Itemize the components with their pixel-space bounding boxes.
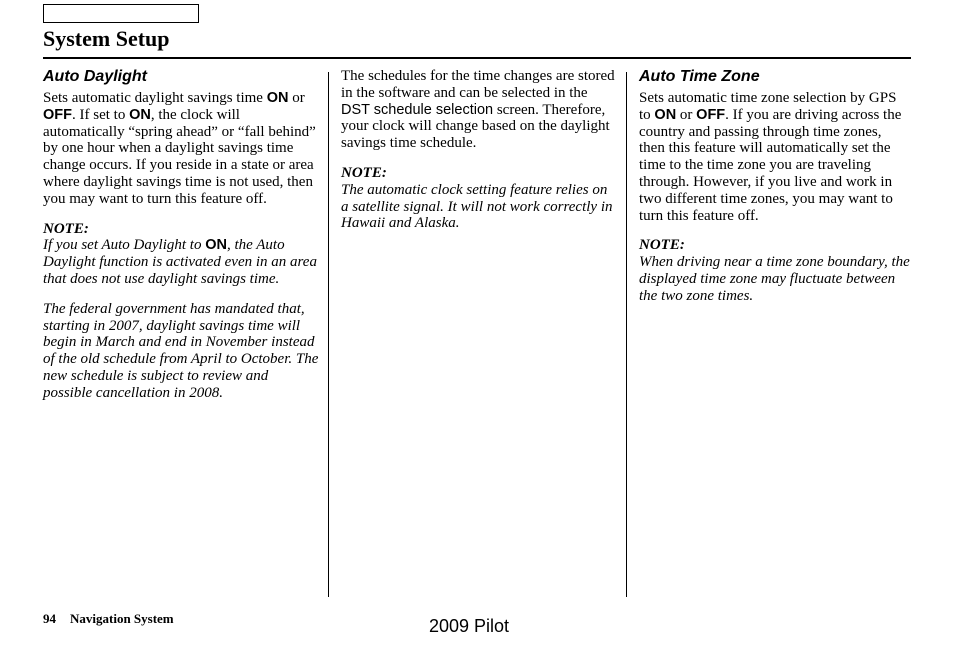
title-rule bbox=[43, 57, 911, 59]
dst-schedule-description bbox=[341, 68, 617, 152]
auto-daylight-note bbox=[43, 237, 321, 287]
text-run: , the clock will automatically “spring ahead” or “fall behind” by one hour when a daylight savings time change occurs. If you reside in a state or area where daylight savings time is not used, then you may want to turn this feature off. bbox=[43, 106, 316, 207]
text-run: Sets automatic time zone selection by GPS to bbox=[639, 90, 897, 123]
text-run: or bbox=[676, 106, 697, 123]
text-run: , the Auto Daylight function is activated even in an area that does not use daylight savings time. bbox=[43, 237, 317, 287]
text-run: If you set Auto Daylight to bbox=[43, 237, 206, 254]
text-run: or bbox=[288, 90, 305, 106]
auto-daylight-description bbox=[43, 90, 321, 208]
text-run: Sets automatic daylight savings time bbox=[43, 90, 267, 106]
column-divider-1 bbox=[328, 72, 329, 597]
page-footer bbox=[43, 611, 174, 627]
column-auto-daylight bbox=[43, 68, 321, 402]
footer-label: Navigation System bbox=[70, 611, 174, 626]
page-number: 94 bbox=[43, 611, 56, 626]
text-run: screen. Therefore, your clock will change based on the daylight savings time schedule. bbox=[341, 101, 610, 152]
footer-model: 2009 Pilot bbox=[429, 616, 510, 636]
note-label: NOTE: bbox=[341, 164, 387, 181]
auto-time-zone-heading: Auto Time Zone bbox=[639, 68, 760, 85]
on-setting: ON bbox=[266, 90, 289, 106]
column-auto-time-zone bbox=[639, 68, 911, 305]
time-zone-boundary-note: When driving near a time zone boundary, the displayed time zone may fluctuate between the two zone times. bbox=[639, 254, 910, 304]
on-setting: ON bbox=[654, 106, 677, 123]
text-run: . If you are driving across the country and passing through time zones, then this feature will automatically set the time to the time zone you are traveling through. However, if you live and work in two different time zones, you may want to turn this feature off. bbox=[639, 106, 902, 224]
on-setting: ON bbox=[129, 106, 151, 123]
off-setting: OFF bbox=[696, 106, 726, 123]
text-run: The schedules for the time changes are stored in the software and can be selected in the bbox=[341, 68, 615, 101]
column-dst-schedule bbox=[341, 68, 617, 232]
auto-daylight-heading: Auto Daylight bbox=[43, 68, 147, 85]
text-run: . If set to bbox=[72, 106, 130, 123]
note-label: NOTE: bbox=[639, 237, 685, 254]
federal-mandate-note: The federal government has mandated that, starting in 2007, daylight savings time will begin in March and end in November instead of the old schedule from April to October. The new schedule is subject to review and possible cancellation in 2008. bbox=[43, 300, 319, 401]
header-tab-box bbox=[43, 4, 199, 23]
satellite-signal-note: The automatic clock setting feature relies on a satellite signal. It will not work correctly in Hawaii and Alaska. bbox=[341, 181, 613, 232]
note-label: NOTE: bbox=[43, 220, 89, 237]
off-setting: OFF bbox=[43, 106, 72, 123]
column-divider-2 bbox=[626, 72, 627, 597]
section-title: System Setup bbox=[43, 26, 170, 51]
dst-schedule-screen-name: DST schedule selection bbox=[341, 101, 494, 118]
auto-time-zone-description bbox=[639, 90, 911, 224]
on-setting: ON bbox=[205, 237, 227, 254]
